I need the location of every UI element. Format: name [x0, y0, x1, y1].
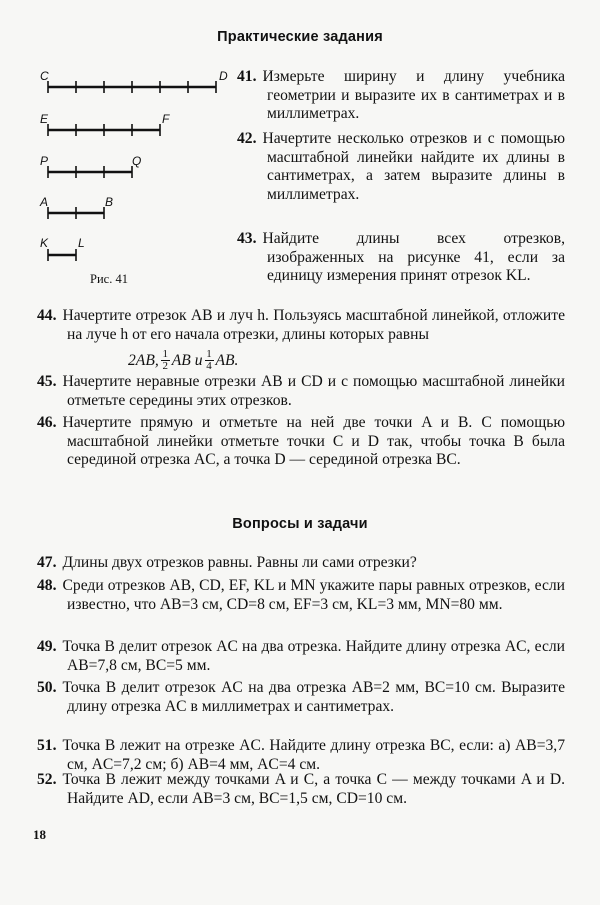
task-51: 51. Точка B лежит на отрезке AC. Найдите длину отрезка BC, если: а) AB=3,7 см, AC=7,2 см; б) AB=4 мм, AC=4 см. [37, 737, 565, 773]
label-d: D [219, 69, 228, 83]
task-44: 44. Начертите отрезок AB и луч h. Пользуясь масштабной линейкой, отложите на луче h от его начала отрезки, длины которых равны [37, 307, 565, 343]
label-l: L [78, 236, 85, 250]
task-52: 52. Точка B лежит между точками A и C, а точка C — между точками A и D. Найдите AD, если AB=3 см, BC=1,5 см, CD=10 см. [37, 771, 565, 807]
section-title-questions: Вопросы и задачи [232, 516, 368, 532]
figure-caption: Рис. 41 [90, 272, 128, 286]
task-48: 48. Среди отрезков AB, CD, EF, KL и MN укажите пары равных отрезков, если известно, что AB=3 см, CD=8 см, EF=3 см, KL=3 мм, MN=80 мм. [37, 577, 565, 613]
task-45: 45. Начертите неравные отрезки AB и CD и с помощью масштабной линейки отметьте середины этих отрезков. [37, 373, 565, 409]
section-title-practical: Практические задания [217, 29, 383, 45]
task-42: 42. Начертите несколько отрезков и с помощью масштабной линейки найдите их длины в сантиметрах, а затем выразите длины в миллиметрах. [237, 130, 565, 203]
label-b: B [105, 195, 114, 209]
fraction-one-quarter: $\frac{1}{4}$ [206, 348, 212, 372]
label-c: C [40, 69, 49, 83]
task-47: 47. Длины двух отрезков равны. Равны ли сами отрезки? [37, 554, 417, 571]
label-k: K [40, 236, 49, 250]
label-a: A [40, 195, 49, 209]
label-e: E [40, 112, 49, 126]
task-44-formula: 2AB, $\frac{1}{2}$ AB и $\frac{1}{4}$ AB. [128, 348, 239, 372]
task-50: 50. Точка B делит отрезок AC на два отрезка AB=2 мм, BC=10 см. Выразите длину отрезка AC в миллиметрах и сантиметрах. [37, 679, 565, 715]
task-43: 43. Найдите длины всех отрезков, изображенных на рисунке 41, если за единицу измерения принят отрезок KL. [237, 230, 565, 284]
fraction-one-half: $\frac{1}{2}$ [162, 348, 168, 372]
task-41: 41. Измерьте ширину и длину учебника геометрии и выразите их в сантиметрах и в миллиметрах. [237, 68, 565, 122]
page-number: 18 [33, 827, 46, 842]
label-f: F [162, 112, 170, 126]
label-p: P [40, 154, 49, 168]
task-46: 46. Начертите прямую и отметьте на ней две точки A и B. С помощью масштабной линейки отметьте точки C и D так, чтобы точка B была серединой отрезка AC, а точка D — серединой отрезка BC. [37, 414, 565, 468]
task-49: 49. Точка B делит отрезок AC на два отрезка. Найдите длину отрезка AC, если AB=7,8 см, BC=5 мм. [37, 638, 565, 674]
label-q: Q [132, 154, 142, 168]
